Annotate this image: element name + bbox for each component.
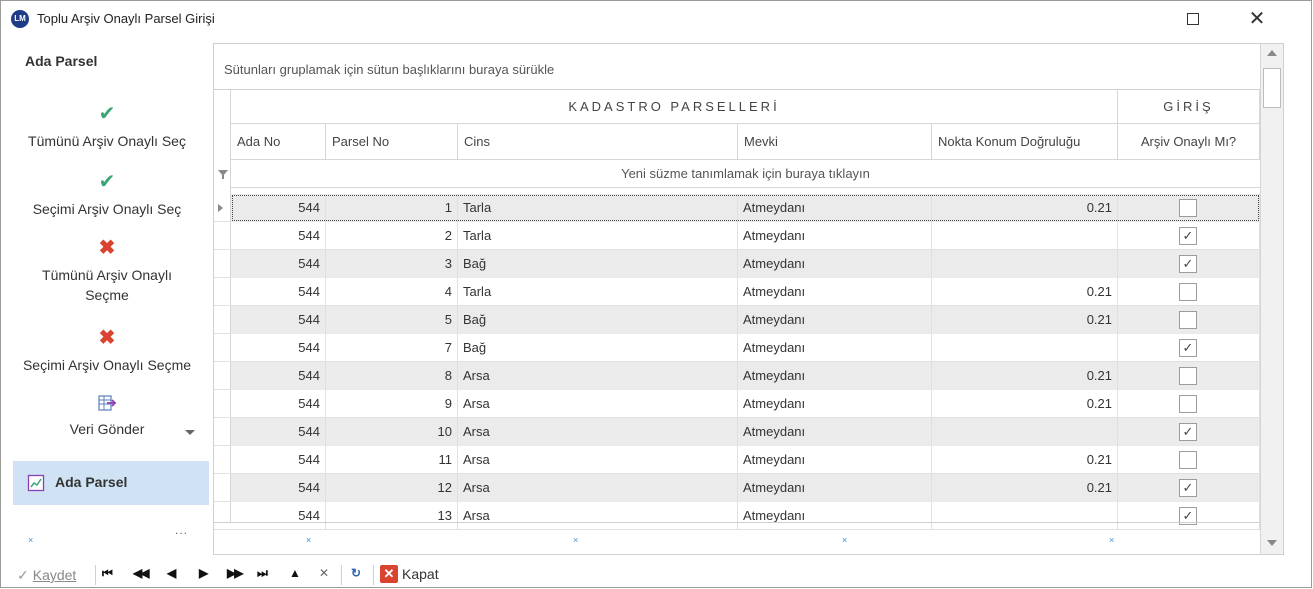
append-record-button[interactable]: ▲ bbox=[289, 566, 299, 580]
cell-cins[interactable]: Arsa bbox=[458, 390, 738, 418]
table-row[interactable] bbox=[214, 418, 1260, 446]
cell-arsiv-onayli bbox=[1118, 334, 1260, 362]
cell-cins[interactable]: Arsa bbox=[458, 418, 738, 446]
cell-mevki[interactable]: Atmeydanı bbox=[738, 334, 932, 362]
cell-nokta-konum-dogrulugu[interactable]: 0.21 bbox=[932, 446, 1118, 474]
cross-icon: ✖ bbox=[98, 237, 116, 259]
cell-nokta-konum-dogrulugu[interactable] bbox=[932, 334, 1118, 362]
cell-arsiv-onayli bbox=[1118, 222, 1260, 250]
cell-cins[interactable]: Bağ bbox=[458, 250, 738, 278]
band-kadastro-parselleri[interactable]: KADASTRO PARSELLERİ bbox=[231, 90, 1118, 124]
archive-approved-checkbox[interactable] bbox=[1179, 283, 1197, 301]
check-icon: ✔ bbox=[98, 103, 116, 125]
cell-mevki[interactable]: Atmeydanı bbox=[738, 390, 932, 418]
scroll-thumb[interactable] bbox=[1263, 68, 1281, 108]
archive-approved-checkbox[interactable] bbox=[1179, 451, 1197, 469]
table-row[interactable] bbox=[214, 306, 1260, 334]
cell-arsiv-onayli bbox=[1118, 362, 1260, 390]
cell-nokta-konum-dogrulugu[interactable] bbox=[932, 250, 1118, 278]
column-header-arsiv-onayli[interactable]: Arşiv Onaylı Mı? bbox=[1118, 124, 1260, 160]
vertical-scrollbar[interactable] bbox=[1260, 44, 1283, 554]
table-row[interactable] bbox=[214, 222, 1260, 250]
deselect-selection-archive-approved-button[interactable] bbox=[1, 327, 213, 375]
filter-icon-stem bbox=[222, 175, 224, 179]
cell-arsiv-onayli bbox=[1118, 418, 1260, 446]
cell-nokta-konum-dogrulugu[interactable]: 0.21 bbox=[932, 362, 1118, 390]
cell-ada-no[interactable]: 544 bbox=[231, 194, 326, 222]
close-label: Kapat bbox=[402, 566, 439, 582]
column-header-parsel-no[interactable]: Parsel No bbox=[326, 124, 458, 160]
action-label: Tümünü Arşiv Onaylı Seçme bbox=[42, 267, 172, 303]
refresh-button[interactable]: ↻ bbox=[351, 566, 360, 580]
cell-nokta-konum-dogrulugu[interactable]: 0.21 bbox=[932, 390, 1118, 418]
cell-parsel-no[interactable]: 7 bbox=[326, 334, 458, 362]
maximize-icon bbox=[1187, 13, 1199, 25]
cell-ada-no[interactable]: 544 bbox=[231, 334, 326, 362]
cell-nokta-konum-dogrulugu[interactable] bbox=[932, 418, 1118, 446]
action-label: Seçimi Arşiv Onaylı Seçme bbox=[22, 357, 192, 373]
cell-mevki[interactable]: Atmeydanı bbox=[738, 446, 932, 474]
cell-parsel-no[interactable]: 13 bbox=[326, 502, 458, 530]
footer-summary-mark[interactable]: × bbox=[1109, 535, 1115, 545]
cell-parsel-no[interactable]: 2 bbox=[326, 222, 458, 250]
cell-ada-no[interactable]: 544 bbox=[231, 474, 326, 502]
delete-record-button[interactable]: ✕ bbox=[319, 566, 328, 580]
cell-cins[interactable]: Arsa bbox=[458, 362, 738, 390]
next-page-button[interactable]: ▶▶ bbox=[227, 566, 242, 580]
cell-ada-no[interactable]: 544 bbox=[231, 390, 326, 418]
close-icon: ✕ bbox=[380, 565, 398, 583]
cell-cins[interactable]: Bağ bbox=[458, 306, 738, 334]
cell-mevki[interactable]: Atmeydanı bbox=[738, 250, 932, 278]
scroll-down-icon[interactable] bbox=[1267, 540, 1277, 546]
table-row[interactable] bbox=[214, 278, 1260, 306]
cell-cins[interactable]: Arsa bbox=[458, 446, 738, 474]
cell-parsel-no[interactable]: 1 bbox=[326, 194, 458, 222]
cell-cins[interactable]: Tarla bbox=[458, 278, 738, 306]
navigator-separator bbox=[341, 565, 342, 585]
cell-cins[interactable]: Arsa bbox=[458, 474, 738, 502]
data-navigator bbox=[1, 561, 1313, 589]
footer-summary-mark[interactable]: × bbox=[306, 535, 312, 545]
select-all-archive-approved-button[interactable] bbox=[1, 103, 213, 151]
cell-nokta-konum-dogrulugu[interactable] bbox=[932, 222, 1118, 250]
title-bar bbox=[1, 1, 1311, 37]
cross-icon: ✖ bbox=[98, 327, 116, 349]
cell-cins[interactable]: Tarla bbox=[458, 194, 738, 222]
cell-arsiv-onayli bbox=[1118, 446, 1260, 474]
navigator-separator bbox=[95, 565, 96, 585]
scroll-up-icon[interactable] bbox=[1267, 50, 1277, 56]
first-record-button[interactable]: ⏮ bbox=[102, 566, 111, 580]
check-icon: ✓ bbox=[17, 567, 29, 583]
table-row[interactable] bbox=[214, 334, 1260, 362]
cell-ada-no[interactable]: 544 bbox=[231, 446, 326, 474]
last-record-button[interactable]: ⏭ bbox=[257, 566, 266, 580]
table-row[interactable] bbox=[214, 250, 1260, 278]
cell-nokta-konum-dogrulugu[interactable]: 0.21 bbox=[932, 194, 1118, 222]
archive-approved-checkbox[interactable]: ✓ bbox=[1179, 255, 1197, 273]
cell-parsel-no[interactable]: 8 bbox=[326, 362, 458, 390]
row-focus-indicator-icon bbox=[218, 204, 223, 212]
cell-arsiv-onayli bbox=[1118, 390, 1260, 418]
cell-ada-no[interactable]: 544 bbox=[231, 418, 326, 446]
archive-approved-checkbox[interactable] bbox=[1179, 395, 1197, 413]
cell-mevki[interactable]: Atmeydanı bbox=[738, 194, 932, 222]
cell-mevki[interactable]: Atmeydanı bbox=[738, 306, 932, 334]
nav-item-ada-parsel[interactable] bbox=[13, 461, 209, 505]
next-record-button[interactable]: ▶ bbox=[199, 566, 207, 580]
cell-mevki[interactable]: Atmeydanı bbox=[738, 222, 932, 250]
maximize-button[interactable] bbox=[1173, 5, 1213, 33]
cell-parsel-no[interactable]: 5 bbox=[326, 306, 458, 334]
action-label: Seçimi Arşiv Onaylı Seç bbox=[32, 201, 182, 217]
table-row[interactable] bbox=[214, 194, 1260, 222]
cell-mevki[interactable]: Atmeydanı bbox=[738, 278, 932, 306]
cell-cins[interactable]: Bağ bbox=[458, 334, 738, 362]
chevron-down-icon[interactable] bbox=[185, 430, 195, 435]
send-data-label: Veri Gönder bbox=[69, 421, 145, 437]
cell-parsel-no[interactable]: 4 bbox=[326, 278, 458, 306]
window-title: Toplu Arşiv Onaylı Parsel Girişi bbox=[37, 11, 215, 26]
archive-approved-checkbox[interactable]: ✓ bbox=[1179, 423, 1197, 441]
cell-nokta-konum-dogrulugu[interactable]: 0.21 bbox=[932, 474, 1118, 502]
footer-summary-mark[interactable]: × bbox=[842, 535, 848, 545]
column-header-nokta-konum-dogrulugu[interactable]: Nokta Konum Doğruluğu bbox=[932, 124, 1118, 160]
chart-report-icon bbox=[27, 474, 45, 492]
archive-approved-checkbox[interactable]: ✓ bbox=[1179, 227, 1197, 245]
cell-ada-no[interactable]: 544 bbox=[231, 250, 326, 278]
cell-parsel-no[interactable]: 3 bbox=[326, 250, 458, 278]
select-selection-archive-approved-button[interactable] bbox=[1, 171, 213, 219]
grid-footer bbox=[28, 522, 1260, 554]
deselect-all-archive-approved-button[interactable] bbox=[1, 237, 213, 305]
close-window-button[interactable]: ✕ bbox=[1248, 8, 1266, 30]
previous-record-button[interactable]: ◀ bbox=[167, 566, 175, 580]
cell-parsel-no[interactable]: 11 bbox=[326, 446, 458, 474]
cell-arsiv-onayli bbox=[1118, 278, 1260, 306]
cell-ada-no[interactable]: 544 bbox=[231, 502, 326, 530]
cell-arsiv-onayli bbox=[1118, 306, 1260, 334]
cell-arsiv-onayli bbox=[1118, 474, 1260, 502]
column-header-mevki[interactable]: Mevki bbox=[738, 124, 932, 160]
app-logo-icon: LM bbox=[11, 10, 29, 28]
cell-ada-no[interactable]: 544 bbox=[231, 222, 326, 250]
check-icon: ✔ bbox=[98, 171, 116, 193]
cell-arsiv-onayli bbox=[1118, 250, 1260, 278]
cell-ada-no[interactable]: 544 bbox=[231, 278, 326, 306]
panel-header: Ada Parsel bbox=[25, 53, 98, 69]
cell-ada-no[interactable]: 544 bbox=[231, 362, 326, 390]
table-row[interactable] bbox=[214, 362, 1260, 390]
cell-parsel-no[interactable]: 10 bbox=[326, 418, 458, 446]
cell-nokta-konum-dogrulugu[interactable]: 0.21 bbox=[932, 278, 1118, 306]
send-data-button[interactable] bbox=[1, 393, 213, 437]
archive-approved-checkbox[interactable] bbox=[1179, 367, 1197, 385]
archive-approved-checkbox[interactable]: ✓ bbox=[1179, 479, 1197, 497]
archive-approved-checkbox[interactable] bbox=[1179, 199, 1197, 217]
group-panel-hint: Sütunları gruplamak için sütun başlıklarını buraya sürükle bbox=[224, 62, 555, 77]
navigator-separator bbox=[373, 565, 374, 585]
cell-mevki[interactable]: Atmeydanı bbox=[738, 474, 932, 502]
column-header-ada-no[interactable]: Ada No bbox=[231, 124, 326, 160]
cell-parsel-no[interactable]: 9 bbox=[326, 390, 458, 418]
cell-parsel-no[interactable]: 12 bbox=[326, 474, 458, 502]
previous-page-button[interactable]: ◀◀ bbox=[133, 566, 148, 580]
grid-rows bbox=[214, 194, 1260, 522]
table-row[interactable] bbox=[214, 446, 1260, 474]
cell-arsiv-onayli bbox=[1118, 194, 1260, 222]
column-header-cins[interactable]: Cins bbox=[458, 124, 738, 160]
cell-cins[interactable]: Tarla bbox=[458, 222, 738, 250]
close-button[interactable] bbox=[380, 565, 439, 583]
nav-item-label: Ada Parsel bbox=[55, 474, 128, 490]
action-label: Tümünü Arşiv Onaylı Seç bbox=[28, 133, 186, 149]
group-panel[interactable] bbox=[214, 44, 1260, 90]
cell-mevki[interactable]: Atmeydanı bbox=[738, 362, 932, 390]
left-panel bbox=[1, 37, 213, 565]
archive-approved-checkbox[interactable] bbox=[1179, 311, 1197, 329]
cell-cins[interactable]: Arsa bbox=[458, 502, 738, 530]
cell-mevki[interactable]: Atmeydanı bbox=[738, 502, 932, 530]
archive-approved-checkbox[interactable]: ✓ bbox=[1179, 507, 1197, 525]
save-label: Kaydet bbox=[32, 567, 77, 583]
table-row[interactable] bbox=[214, 474, 1260, 502]
archive-approved-checkbox[interactable]: ✓ bbox=[1179, 339, 1197, 357]
table-row[interactable] bbox=[214, 390, 1260, 418]
save-button[interactable] bbox=[17, 567, 76, 584]
cell-nokta-konum-dogrulugu[interactable]: 0.21 bbox=[932, 306, 1118, 334]
cell-mevki[interactable]: Atmeydanı bbox=[738, 418, 932, 446]
footer-summary-mark[interactable]: × bbox=[28, 535, 34, 545]
more-options-icon[interactable]: ... bbox=[175, 523, 189, 537]
cell-ada-no[interactable]: 544 bbox=[231, 306, 326, 334]
table-export-icon bbox=[97, 393, 117, 413]
footer-summary-mark[interactable]: × bbox=[573, 535, 579, 545]
band-giris[interactable]: GİRİŞ bbox=[1118, 90, 1260, 124]
filter-row[interactable]: Yeni süzme tanımlamak için buraya tıklayın bbox=[231, 160, 1260, 188]
